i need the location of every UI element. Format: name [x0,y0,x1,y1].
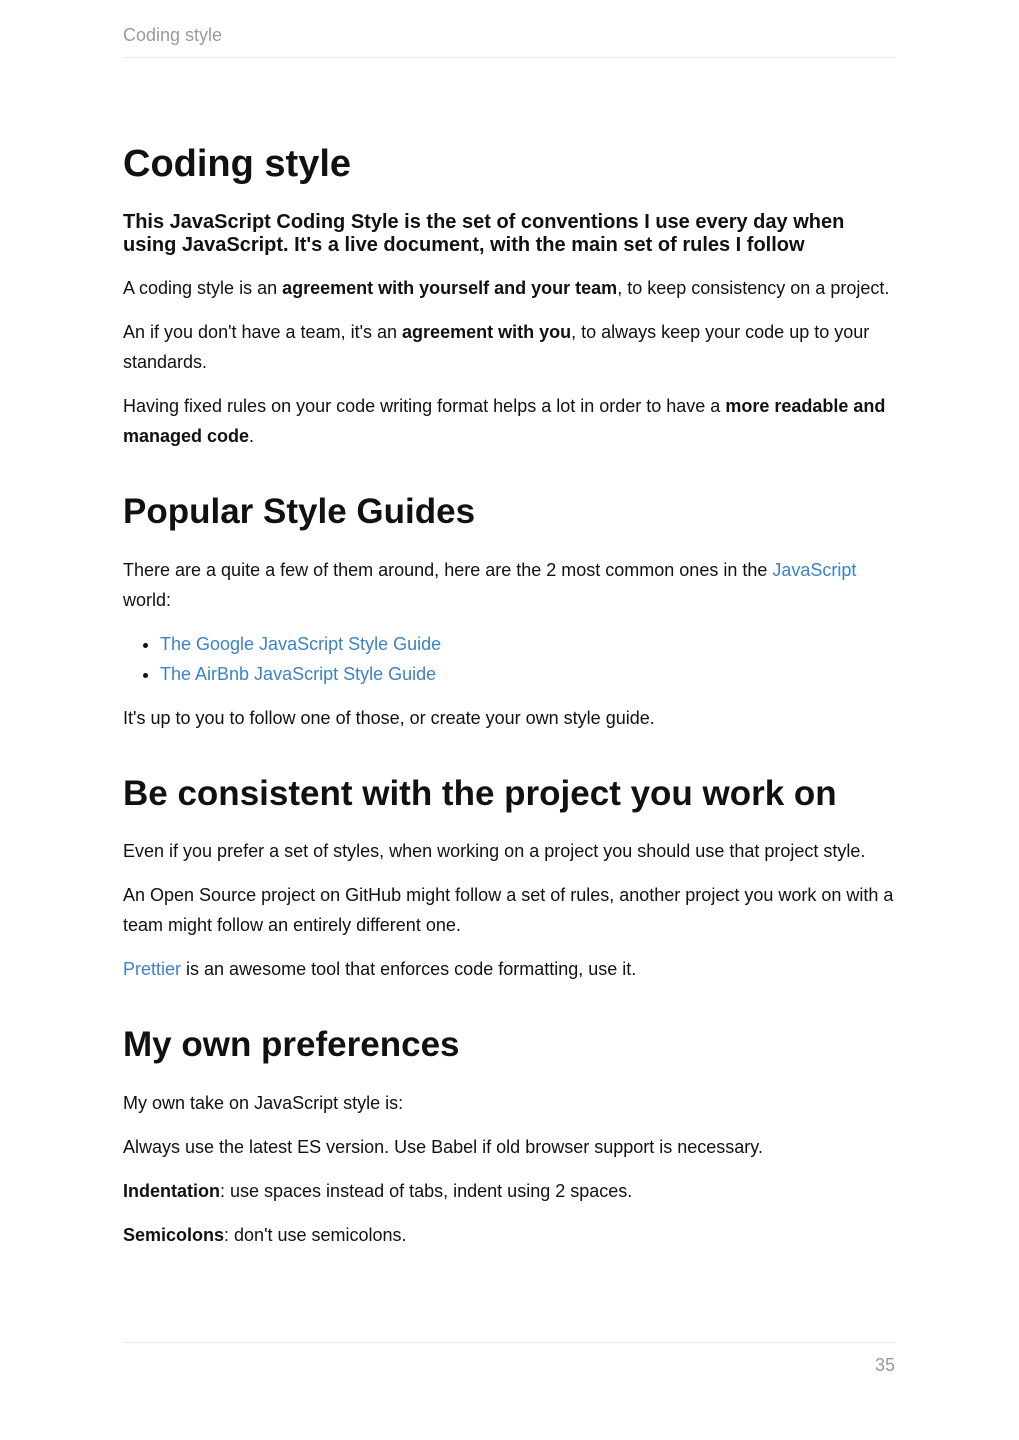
intro-paragraph-2 [123,317,895,377]
lead-paragraph: This JavaScript Coding Style is the set of conventions I use every day when using JavaScript. It's a live document, with the main set of rules I follow [123,211,845,257]
page-number: 35 [874,1355,895,1375]
popular-paragraph-2: It's up to you to follow one of those, or create your own style guide. [123,707,655,728]
intro-paragraph-2-text-start: An if you don't have a team, it's an [123,322,403,343]
google-style-guide-link[interactable]: The Google JavaScript Style Guide [160,633,442,654]
section-heading-popular-style-guides: Popular Style Guides [123,492,476,532]
consistent-paragraph-3 [123,954,895,984]
page-header [123,22,895,58]
list-item-airbnb-style-guide [160,659,895,689]
preferences-paragraph-1: My own take on JavaScript style is: [123,1092,404,1113]
popular-paragraph-1-text-end: world: [123,589,172,610]
preferences-paragraph-2: Always use the latest ES version. Use Babel if old browser support is necessary. [123,1136,763,1157]
intro-paragraph-3-text-end: . [249,426,255,447]
indentation-label: Indentation [123,1180,220,1201]
intro-paragraph-1-emphasis: agreement with yourself and your team [282,278,618,299]
consistent-paragraph-1: Even if you prefer a set of styles, when working on a project you should use that project style. [123,841,866,862]
intro-paragraph-3-emphasis: more readable and managed code [123,396,886,447]
prettier-link[interactable]: Prettier [123,959,182,980]
semicolons-rule [123,1220,895,1250]
intro-paragraph-3-text-start: Having fixed rules on your code writing format helps a lot in order to have a [123,396,726,417]
semicolons-text: : don't use semicolons. [224,1224,407,1245]
airbnb-style-guide-link[interactable]: The AirBnb JavaScript Style Guide [160,663,437,684]
intro-paragraph-1-text-end: , to keep consistency on a project. [617,278,890,299]
intro-paragraph-2-text-end: , to always keep your code up to your standards. [123,322,870,373]
running-title: Coding style [123,25,223,45]
popular-paragraph-1-text-start: There are a quite a few of them around, here are the 2 most common ones in the [123,559,773,580]
intro-paragraph-3 [123,391,895,451]
section-heading-be-consistent: Be consistent with the project you work on [123,773,837,813]
section-heading-my-own-preferences: My own preferences [123,1025,460,1065]
intro-paragraph-2-emphasis: agreement with you [402,322,572,343]
list-item-google-style-guide [160,629,895,659]
javascript-link[interactable]: JavaScript [772,559,857,580]
intro-paragraph-1-text-start: A coding style is an [123,278,283,299]
page-content [123,140,895,1264]
indentation-rule [123,1176,895,1206]
consistent-paragraph-3-text: is an awesome tool that enforces code formatting, use it. [181,959,637,980]
popular-paragraph-1 [123,555,895,615]
semicolons-label: Semicolons [123,1224,225,1245]
indentation-text: : use spaces instead of tabs, indent using 2 spaces. [220,1180,633,1201]
page-title: Coding style [123,143,352,185]
consistent-paragraph-2: An Open Source project on GitHub might follow a set of rules, another project you work on with a team might follow an entirely different one. [123,885,894,936]
page-footer [123,1342,895,1375]
style-guide-list [123,629,895,689]
intro-paragraph-1 [123,273,895,303]
